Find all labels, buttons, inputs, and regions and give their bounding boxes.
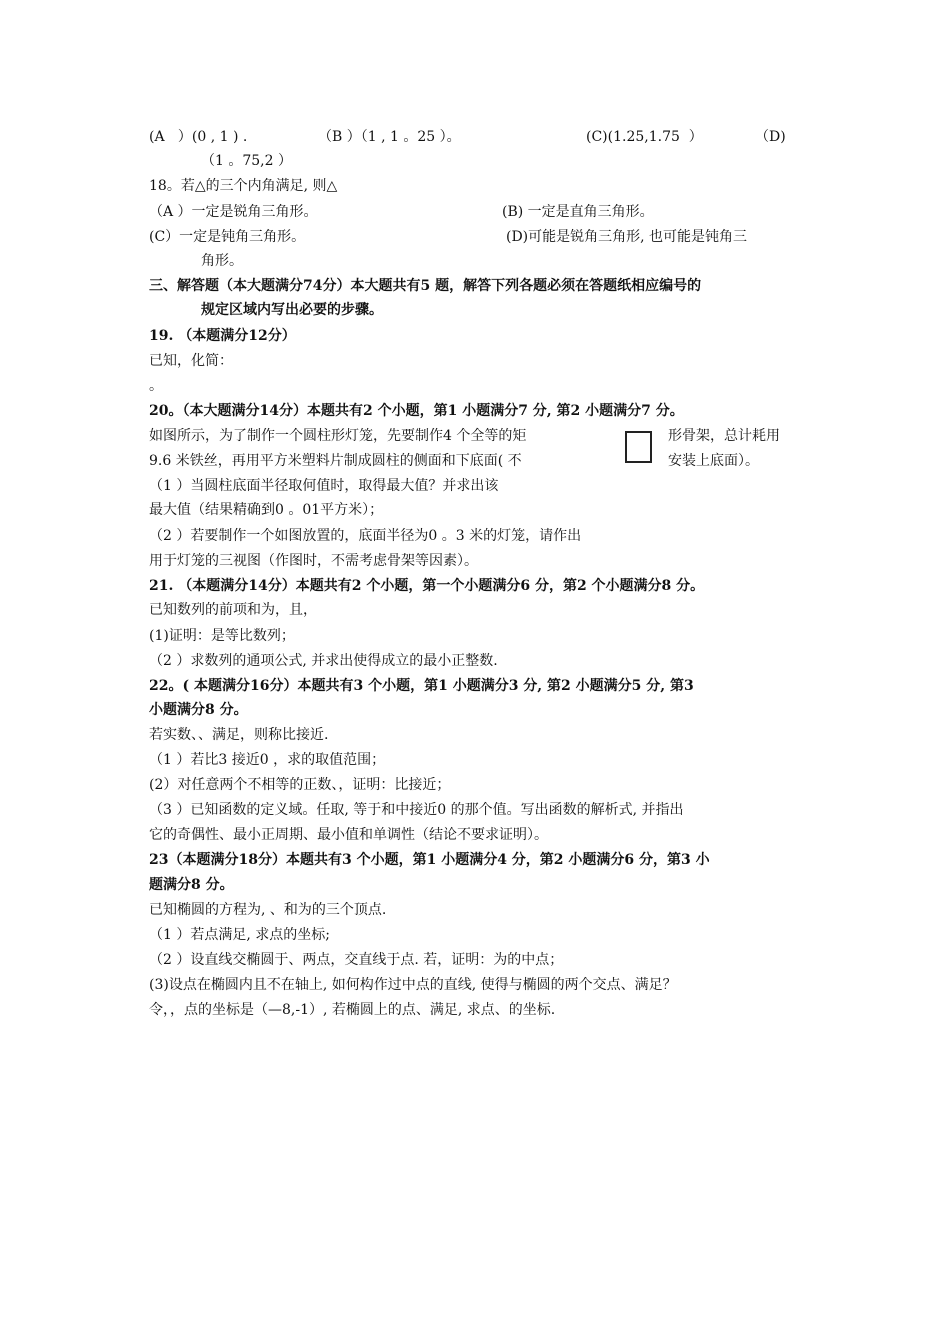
q22-part3-cont: 它的奇偶性、最小正周期、最小值和单调性（结论不要求证明）。 — [149, 827, 548, 843]
q20-text-line1: 如图所示，为了制作一个圆柱形灯笼，先要制作4 个全等的矩 — [149, 428, 527, 444]
q21-header: 21. （本题满分14分）本题共有2 个小题，第一个小题满分6 分，第2 个小题满分8 分。 — [149, 578, 705, 594]
q21-part2: （2 ）求数列的通项公式, 并求出使得成立的最小正整数. — [149, 653, 498, 669]
q20-part2-cont: 用于灯笼的三视图（作图时，不需考虑骨架等因素）。 — [149, 553, 478, 569]
q18-option-a: （A ）一定是锐角三角形。 — [149, 204, 318, 220]
q18-option-d: (D)可能是锐角三角形, 也可能是钝角三 — [506, 229, 748, 245]
q23-part3: (3)设点在椭圆内且不在轴上, 如何构作过中点的直线, 使得与椭圆的两个交点、满足？ — [149, 977, 677, 993]
q22-header-cont: 小题满分8 分。 — [149, 702, 248, 718]
q22-part3: （3 ）已知函数的定义域。任取, 等于和中接近0 的那个值。写出函数的解析式, 并指出 — [149, 802, 684, 818]
q20-part1-cont: 最大值（结果精确到0 。01平方米）； — [149, 502, 384, 518]
q19-header: 19. （本题满分12分） — [149, 328, 296, 344]
q23-text: 已知椭圆的方程为, 、和为的三个顶点. — [149, 902, 387, 918]
q22-part1: （1 ）若比3 接近0 ，求的取值范围； — [149, 752, 386, 768]
q18-option-b: (B) 一定是直角三角形。 — [502, 204, 654, 220]
q19-text: 已知，化简： — [149, 353, 233, 369]
section-heading-cont: 规定区域内写出必要的步骤。 — [201, 302, 383, 318]
q20-part2: （2 ）若要制作一个如图放置的，底面半径为0 。3 米的灯笼，请作出 — [149, 528, 582, 544]
q21-part1: (1)证明：是等比数列； — [149, 628, 295, 644]
q23-header-cont: 题满分8 分。 — [149, 877, 234, 893]
q17-option-c: (C)(1.25,1.75 ） — [586, 129, 703, 145]
q17-option-d-label: （D) — [755, 129, 786, 145]
q17-option-b: （B ）（1 , 1 。25 ）。 — [318, 129, 461, 145]
q18-option-c: (C）一定是钝角三角形。 — [149, 229, 306, 245]
q23-header: 23（本题满分18分）本题共有3 个小题，第1 小题满分4 分，第2 小题满分6 分，第3 小 — [149, 852, 710, 868]
q21-text: 已知数列的前项和为，且， — [149, 602, 317, 618]
q23-part3-cont: 令，，点的坐标是（—8,-1）, 若椭圆上的点、满足, 求点、的坐标. — [149, 1002, 556, 1018]
q22-text: 若实数、、满足，则称比接近. — [149, 727, 329, 743]
q23-part1: （1 ）若点满足, 求点的坐标; — [149, 927, 330, 943]
q20-text-line2-right: 安装上底面）。 — [668, 453, 759, 469]
q22-part2: (2）对任意两个不相等的正数、，证明：比接近； — [149, 777, 451, 793]
q17-option-d-value: （1 。75,2 ） — [201, 153, 292, 169]
q18-option-d-cont: 角形。 — [201, 253, 243, 269]
q20-part1: （1 ）当圆柱底面半径取何值时，取得最大值？并求出该 — [149, 478, 499, 494]
q20-header: 20。（本大题满分14分）本题共有2 个小题，第1 小题满分7 分, 第2 小题满分7 分。 — [149, 403, 684, 419]
lantern-frame-figure — [625, 431, 652, 463]
q22-header: 22。( 本题满分16分）本题共有3 个小题，第1 小题满分3 分, 第2 小题满分5 分, 第3 — [149, 678, 694, 694]
q23-part2: （2 ）设直线交椭圆于、两点，交直线于点. 若，证明：为的中点； — [149, 952, 564, 968]
q19-text-cont: 。 — [149, 378, 163, 394]
q20-text-line2: 9.6 米铁丝，再用平方米塑料片制成圆柱的侧面和下底面( 不 — [149, 453, 522, 469]
section-heading: 三、解答题（本大题满分74分）本大题共有5 题，解答下列各题必须在答题纸相应编号的 — [149, 278, 702, 294]
q17-option-a: (A ）(0 , 1 ) . — [149, 129, 248, 145]
q18-stem: 18。若△的三个内角满足, 则△ — [149, 178, 338, 194]
q20-text-line1-right: 形骨架，总计耗用 — [668, 428, 780, 444]
